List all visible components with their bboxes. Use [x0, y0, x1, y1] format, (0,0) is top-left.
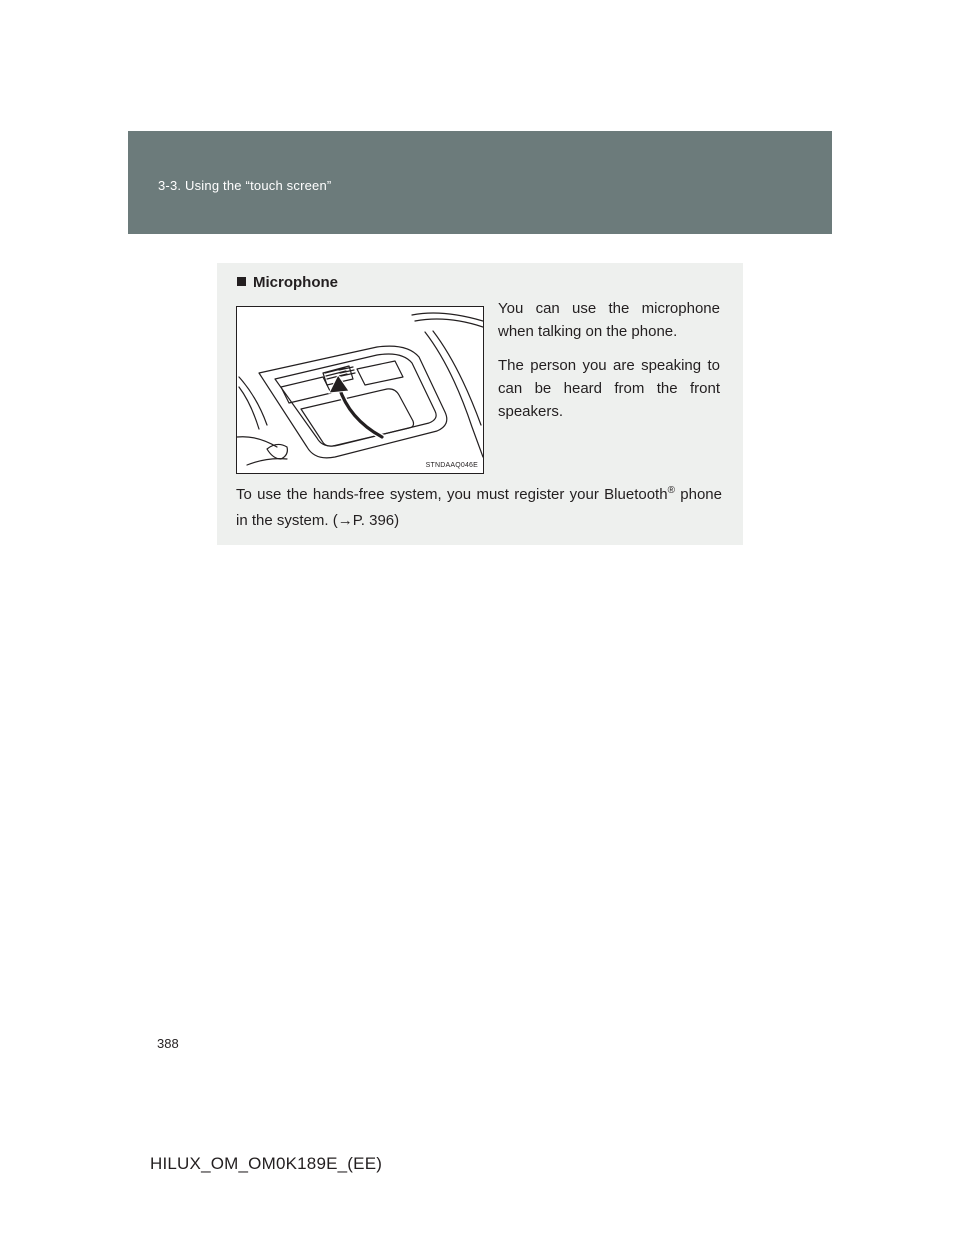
closing-paren: ) — [394, 512, 400, 529]
section-header-bar — [128, 131, 832, 234]
microphone-description — [498, 297, 720, 434]
page-number: 388 — [157, 1036, 179, 1051]
microphone-info-panel — [217, 263, 743, 545]
page-reference-link[interactable]: P. 396 — [352, 512, 395, 529]
microphone-illustration — [236, 306, 484, 474]
bluetooth-note-text: To use the hands-free system, you must register your Bluetooth — [236, 486, 668, 503]
bluetooth-note — [236, 482, 722, 534]
paragraph-speakers: The person you are speaking to can be heard from the front speakers. — [498, 357, 720, 420]
microphone-heading — [237, 274, 338, 291]
section-title: 3-3. Using the “touch screen” — [158, 178, 332, 193]
registered-mark: ® — [667, 485, 675, 496]
paragraph-microphone-use: You can use the microphone when talking on the phone. — [498, 300, 720, 340]
overhead-console-drawing — [237, 307, 483, 473]
bluetooth-note-text-2: phone in the system. ( — [236, 486, 722, 529]
microphone-heading-text: Microphone — [253, 274, 338, 291]
arrow-right-icon: → — [337, 512, 353, 529]
footer-code: HILUX_OM_OM0K189E_(EE) — [150, 1154, 383, 1173]
square-bullet-icon — [237, 277, 246, 286]
figure-code: STNDAAQ046E — [425, 462, 478, 469]
